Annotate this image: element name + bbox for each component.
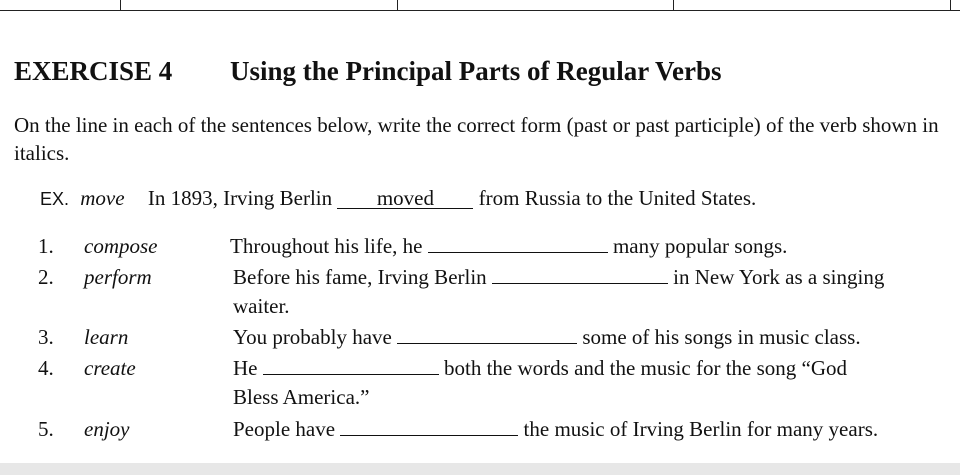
instructions: On the line in each of the sentences below, write the correct form (past or past participle) of the verb shown in italics. bbox=[14, 113, 939, 165]
item-sentence bbox=[233, 263, 893, 321]
table-divider bbox=[397, 0, 398, 10]
item-after: in New York as a singing waiter. bbox=[233, 265, 885, 318]
answer-blank-1[interactable] bbox=[428, 252, 608, 253]
item-before: Throughout his life, he bbox=[230, 234, 423, 258]
item-sentence bbox=[233, 354, 873, 412]
example-before: In 1893, Irving Berlin bbox=[147, 186, 333, 210]
item-number: 3. bbox=[38, 325, 54, 349]
item-after: some of his songs in music class. bbox=[582, 325, 861, 349]
item-number: 5. bbox=[38, 417, 54, 441]
item-sentence bbox=[233, 415, 953, 444]
table-divider bbox=[673, 0, 674, 10]
exercise-heading bbox=[14, 56, 722, 87]
top-table-edge bbox=[0, 0, 960, 11]
item-number: 2. bbox=[38, 265, 54, 289]
item-verb: learn bbox=[84, 325, 129, 349]
item-verb: create bbox=[84, 356, 136, 380]
item-sentence bbox=[230, 232, 950, 261]
answer-blank-4[interactable] bbox=[263, 374, 439, 375]
item-before: He bbox=[233, 356, 258, 380]
page-bottom-bar bbox=[0, 463, 960, 475]
answer-blank-2[interactable] bbox=[492, 283, 668, 284]
table-divider bbox=[120, 0, 121, 10]
item-verb: enjoy bbox=[84, 417, 130, 441]
example-after: from Russia to the United States. bbox=[478, 186, 757, 210]
example-sentence bbox=[148, 186, 756, 210]
item-before: Before his fame, Irving Berlin bbox=[233, 265, 487, 289]
item-after: both the words and the music for the song “God Bless America.” bbox=[233, 356, 848, 409]
example-row bbox=[40, 186, 756, 211]
item-verb: compose bbox=[84, 234, 158, 258]
item-verb: perform bbox=[84, 265, 152, 289]
answer-blank-3[interactable] bbox=[397, 343, 577, 344]
item-after: the music of Irving Berlin for many years. bbox=[523, 417, 879, 441]
table-divider bbox=[950, 0, 951, 10]
item-number: 4. bbox=[38, 356, 54, 380]
example-verb: move bbox=[80, 186, 125, 210]
exercise-title: Using the Principal Parts of Regular Verbs bbox=[230, 56, 722, 86]
item-after: many popular songs. bbox=[612, 234, 788, 258]
item-before: People have bbox=[233, 417, 336, 441]
example-answer-blank: moved bbox=[337, 188, 473, 209]
item-before: You probably have bbox=[233, 325, 392, 349]
item-sentence bbox=[233, 323, 953, 352]
example-label: EX. bbox=[40, 189, 70, 209]
exercise-label: EXERCISE 4 bbox=[14, 56, 173, 86]
answer-blank-5[interactable] bbox=[340, 435, 518, 436]
item-number: 1. bbox=[38, 234, 54, 258]
